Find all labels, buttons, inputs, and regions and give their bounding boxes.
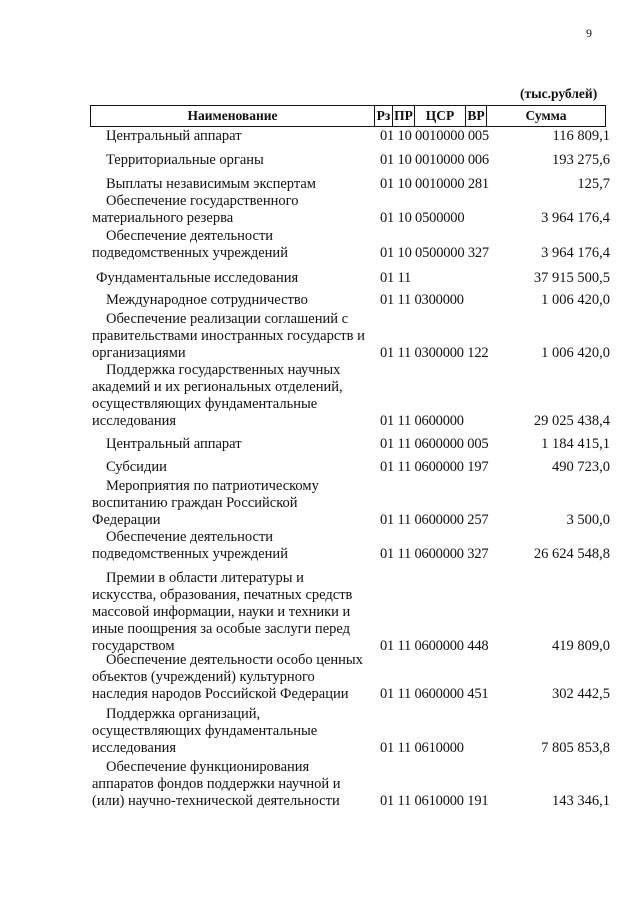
header-sum: Сумма [525, 108, 567, 123]
row-name-line: осуществляющих фундаментальные [92, 723, 318, 739]
row-code: 01 11 0600000 197 [380, 459, 489, 475]
row-code: 01 11 0600000 448 [380, 638, 489, 654]
row-sum: 1 006 420,0 [541, 292, 610, 308]
row-sum: 302 442,5 [552, 686, 610, 702]
row-name-line: Обеспечение функционирования [106, 759, 310, 775]
row-sum: 3 964 176,4 [541, 245, 610, 261]
row-name-line: Обеспечение деятельности особо ценных [106, 652, 363, 668]
row-name-line: Центральный аппарат [106, 128, 242, 144]
row-sum: 1 006 420,0 [541, 345, 610, 361]
row-name-line: организациями [92, 345, 186, 361]
row-sum: 116 809,1 [552, 128, 610, 144]
row-name-line: Федерации [92, 512, 161, 528]
row-code: 01 10 0010000 005 [380, 128, 489, 144]
row-code: 01 11 0600000 [380, 413, 464, 429]
units-label: (тыс.рублей) [520, 86, 598, 101]
row-name-line: Субсидии [106, 459, 167, 475]
row-code: 01 11 0300000 122 [380, 345, 489, 361]
row-name-line: искусства, образования, печатных средств [92, 587, 353, 603]
row-name-line: Обеспечение деятельности [106, 228, 274, 244]
page-number: 9 [586, 26, 592, 40]
row-name-line: иные поощрения за особые заслуги перед [92, 621, 350, 637]
row-sum: 7 805 853,8 [541, 740, 610, 756]
row-name-line: Поддержка организаций, [106, 706, 261, 722]
row-name-line: наследия народов Российской Федерации [92, 686, 349, 702]
row-code: 01 11 0610000 [380, 740, 464, 756]
row-name-line: материального резерва [92, 210, 234, 226]
row-name-line: объектов (учреждений) культурного [92, 669, 315, 685]
row-sum: 1 184 415,1 [541, 436, 610, 452]
row-code: 01 11 0600000 327 [380, 546, 489, 562]
row-name-line: аппаратов фондов поддержки научной и [92, 776, 341, 792]
row-sum: 3 500,0 [566, 512, 610, 528]
row-code: 01 11 0300000 [380, 292, 464, 308]
row-name-line: правительствами иностранных государств и [92, 328, 365, 344]
row-name-line: подведомственных учреждений [92, 245, 288, 261]
row-code: 01 10 0500000 327 [380, 245, 489, 261]
header-vr: ВР [466, 106, 487, 126]
row-code: 01 10 0010000 281 [380, 176, 489, 192]
row-name-line: осуществляющих фундаментальные [92, 396, 318, 412]
row-name-line: массовой информации, науки и техники и [92, 604, 351, 620]
header-pr: ПР [393, 106, 415, 126]
row-name-line: Территориальные органы [106, 152, 264, 168]
row-sum: 37 915 500,5 [533, 270, 610, 286]
row-name-line: Международное сотрудничество [106, 292, 308, 308]
row-name-line: Центральный аппарат [106, 436, 242, 452]
header-rz: Рз [375, 106, 393, 126]
row-name-line: Выплаты независимым экспертам [106, 176, 316, 192]
row-sum: 419 809,0 [552, 638, 610, 654]
row-name-line: Мероприятия по патриотическому [106, 478, 319, 494]
row-name-line: Обеспечение деятельности [106, 529, 274, 545]
row-name-line: (или) научно-технической деятельности [92, 793, 340, 809]
header-csr: ЦСР [415, 106, 466, 126]
row-sum: 3 964 176,4 [541, 210, 610, 226]
row-code: 01 10 0500000 [380, 210, 465, 226]
row-code: 01 11 0600000 005 [380, 436, 489, 452]
row-sum: 143 346,1 [552, 793, 610, 809]
row-name-line: исследования [92, 740, 177, 756]
row-sum: 26 624 548,8 [533, 546, 610, 562]
row-code: 01 11 0600000 451 [380, 686, 489, 702]
row-name-line: воспитанию граждан Российской [92, 495, 298, 511]
row-name-line: исследования [92, 413, 177, 429]
row-name-line: государством [92, 638, 175, 654]
row-name-line: подведомственных учреждений [92, 546, 288, 562]
row-code: 01 10 0010000 006 [380, 152, 489, 168]
row-sum: 490 723,0 [552, 459, 610, 475]
row-name-line: Обеспечение реализации соглашений с [106, 311, 349, 327]
row-code: 01 11 [380, 270, 412, 286]
row-code: 01 11 0610000 191 [380, 793, 489, 809]
row-name-line: академий и их региональных отделений, [92, 379, 343, 395]
row-name-line: Премии в области литературы и [106, 570, 304, 586]
row-name-line: Поддержка государственных научных [106, 362, 341, 378]
row-name [92, 759, 374, 810]
header-name: Наименование [91, 106, 375, 126]
row-code: 01 11 0600000 257 [380, 512, 489, 528]
row-name-line: Обеспечение государственного [106, 193, 299, 209]
row-sum: 193 275,6 [552, 152, 610, 168]
row-sum: 29 025 438,4 [533, 413, 610, 429]
row-sum: 125,7 [577, 176, 610, 192]
row-name-line: Фундаментальные исследования [96, 270, 299, 286]
